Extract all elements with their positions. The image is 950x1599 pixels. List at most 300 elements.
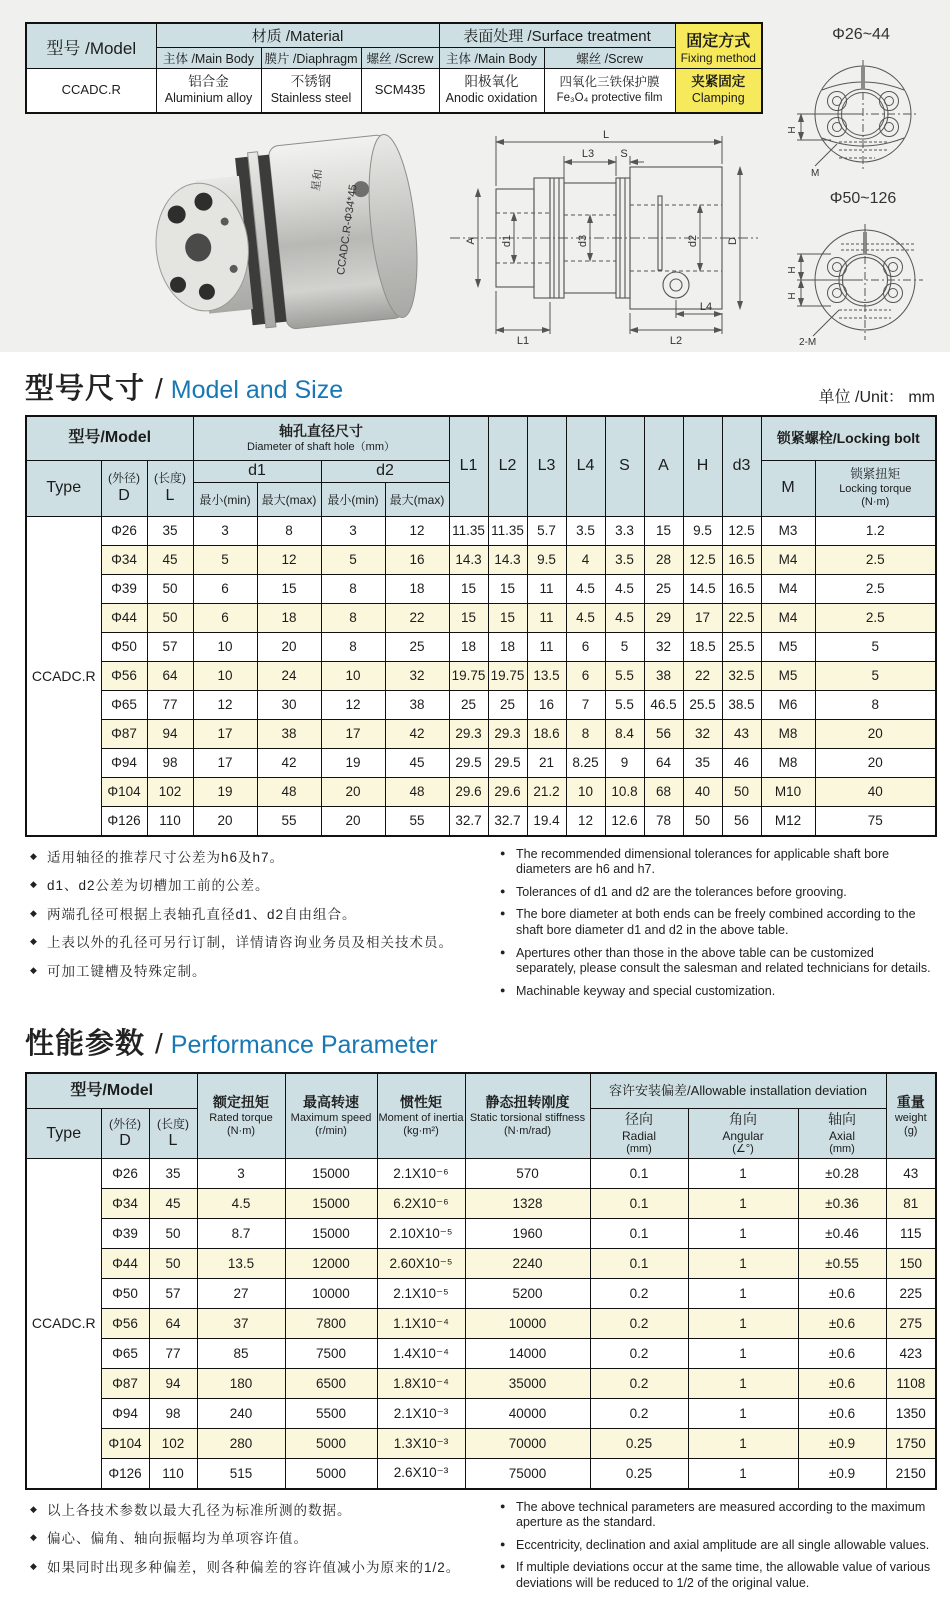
table-cell: 423 — [886, 1339, 936, 1369]
bolt-label-2M: 2-M — [799, 337, 817, 348]
table-cell: 1350 — [886, 1399, 936, 1429]
table-cell: ±0.9 — [798, 1429, 886, 1459]
table-cell: 110 — [149, 1459, 197, 1489]
table-cell: 5 — [605, 632, 644, 661]
front-view-small — [775, 24, 945, 184]
perf-title-en: Performance Parameter — [170, 1030, 438, 1059]
table-cell: 5 — [193, 545, 257, 574]
table-cell: 35 — [149, 1159, 197, 1189]
fixing-header-en: Fixing method — [680, 50, 756, 65]
table-cell: 2.6X10⁻³ — [377, 1459, 465, 1489]
table-cell: 55 — [385, 806, 449, 836]
table-cell: 110 — [147, 806, 193, 836]
table-row — [26, 574, 936, 603]
col-torsional-stiffness: 静态扭转刚度 Static torsional stiffness (N·m/rad) — [465, 1073, 590, 1159]
table-cell: ±0.55 — [798, 1249, 886, 1279]
table-cell: ±0.36 — [798, 1189, 886, 1219]
table-cell: Φ126 — [101, 1459, 149, 1489]
main-body-en: Aluminium alloy — [164, 90, 253, 105]
table-cell: 3 — [321, 516, 385, 545]
shaft-hole-en: Diameter of shaft hole（mm） — [247, 441, 395, 454]
table-cell: 32.7 — [449, 806, 488, 836]
table-cell: 38 — [385, 690, 449, 719]
table-cell: 50 — [149, 1249, 197, 1279]
spec-material-header: 材质 /Material — [156, 23, 439, 48]
table-cell: 6 — [566, 661, 605, 690]
table-cell: 18.6 — [527, 719, 566, 748]
table-cell: 570 — [465, 1159, 590, 1189]
table-cell: 8 — [257, 516, 321, 545]
table-cell: 5.5 — [605, 690, 644, 719]
table-cell: 180 — [197, 1369, 285, 1399]
table-cell: 6500 — [285, 1369, 377, 1399]
size-table — [25, 415, 937, 837]
table-cell: 68 — [644, 777, 683, 806]
table-cell: 19 — [193, 777, 257, 806]
table-cell: 2.5 — [815, 545, 936, 574]
table-cell: 14.3 — [449, 545, 488, 574]
table-cell: M4 — [761, 545, 815, 574]
table-cell: 1.4X10⁻⁴ — [377, 1339, 465, 1369]
table-cell: 10.8 — [605, 777, 644, 806]
table-cell: Φ34 — [101, 1189, 149, 1219]
table-cell: 56 — [722, 806, 761, 836]
table-cell: 7500 — [285, 1339, 377, 1369]
table-row — [26, 603, 936, 632]
dim-label-H-upper: H — [787, 266, 798, 274]
table-cell: 150 — [886, 1249, 936, 1279]
table-cell: 22 — [385, 603, 449, 632]
size-title-zh: 型号尺寸 — [25, 373, 146, 405]
note-item: ◆ 以上各技术参数以最大孔径为标准所测的数据。 — [30, 1500, 475, 1522]
table-cell: 75000 — [465, 1459, 590, 1489]
table-cell: 12 — [321, 690, 385, 719]
spec-screw-value: SCM435 — [361, 69, 439, 113]
table-cell: 50 — [147, 603, 193, 632]
table-cell: Φ56 — [101, 661, 147, 690]
col-L3: L3 — [527, 416, 566, 516]
table-cell: 2240 — [465, 1249, 590, 1279]
table-cell: 57 — [147, 632, 193, 661]
table-cell: ±0.6 — [798, 1309, 886, 1339]
table-cell: 22 — [683, 661, 722, 690]
table-cell: 3 — [197, 1159, 285, 1189]
note-item: ● Machinable keyway and special customization. — [499, 984, 935, 1000]
dim-label-L: L — [602, 129, 610, 141]
spec-main-body-value — [156, 69, 261, 113]
table-cell: 75 — [815, 806, 936, 836]
table-cell: 29.6 — [449, 777, 488, 806]
table-cell: 21 — [527, 748, 566, 777]
table-cell: 6.2X10⁻⁶ — [377, 1189, 465, 1219]
table-cell: 29.3 — [488, 719, 527, 748]
table-cell: 102 — [149, 1429, 197, 1459]
fixing-value-zh: 夹紧固定 — [691, 74, 746, 89]
table-cell: 8.4 — [605, 719, 644, 748]
table-cell: 40000 — [465, 1399, 590, 1429]
col-M: M — [761, 460, 815, 516]
table-cell: 77 — [147, 690, 193, 719]
model-type-cell: CCADC.R — [26, 516, 101, 836]
table-cell: 25 — [385, 632, 449, 661]
table-cell: 10 — [566, 777, 605, 806]
table-cell: 19.75 — [449, 661, 488, 690]
table-cell: 20 — [321, 806, 385, 836]
spec-surface-main-value — [439, 69, 544, 113]
table-cell: ±0.6 — [798, 1339, 886, 1369]
spec-fixing-header — [675, 23, 762, 69]
table-cell: Φ44 — [101, 1249, 149, 1279]
table-cell: 43 — [886, 1159, 936, 1189]
table-cell: M12 — [761, 806, 815, 836]
table-cell: Φ50 — [101, 632, 147, 661]
table-cell: 40 — [815, 777, 936, 806]
table-cell: 64 — [644, 748, 683, 777]
size-notes-en — [499, 847, 935, 1007]
table-cell: 0.2 — [590, 1339, 688, 1369]
table-cell: 102 — [147, 777, 193, 806]
table-cell: 94 — [147, 719, 193, 748]
table-cell: 11 — [527, 632, 566, 661]
col-radial: 径向 Radial (mm) — [590, 1109, 688, 1159]
diaphragm-zh: 不锈钢 — [290, 74, 332, 89]
table-cell: 81 — [886, 1189, 936, 1219]
table-cell: 21.2 — [527, 777, 566, 806]
main-body-zh: 铝合金 — [188, 74, 229, 89]
perf-model-header: 型号/Model — [26, 1073, 197, 1109]
table-cell: 9 — [605, 748, 644, 777]
note-item: ● Eccentricity, declination and axial amplitude are all single allowable values. — [499, 1538, 935, 1554]
table-cell: 16 — [527, 690, 566, 719]
col-L2: L2 — [488, 416, 527, 516]
note-item: ● Tolerances of d1 and d2 are the tolerances before grooving. — [499, 885, 935, 901]
col-moment-inertia: 惯性矩 Moment of inertia (kg·m²) — [377, 1073, 465, 1159]
size-title-en: Model and Size — [170, 376, 344, 404]
dim-label-L4: L4 — [699, 301, 713, 313]
table-cell: Φ94 — [101, 748, 147, 777]
table-cell: 13.5 — [527, 661, 566, 690]
table-cell: 45 — [149, 1189, 197, 1219]
table-cell: 85 — [197, 1339, 285, 1369]
table-cell: 25 — [449, 690, 488, 719]
table-cell: 20 — [321, 777, 385, 806]
table-cell: 1 — [688, 1339, 798, 1369]
performance-table-body — [26, 1159, 936, 1489]
size-section-title — [0, 366, 950, 407]
table-cell: 38.5 — [722, 690, 761, 719]
table-cell: 14000 — [465, 1339, 590, 1369]
table-cell: 20 — [257, 632, 321, 661]
table-row — [26, 1339, 936, 1369]
spec-sub-surface-screw: 螺丝 /Screw — [544, 48, 675, 69]
table-cell: Φ104 — [101, 777, 147, 806]
table-row — [26, 1279, 936, 1309]
table-cell: 15000 — [285, 1159, 377, 1189]
table-cell: 7 — [566, 690, 605, 719]
dim-label-d1: d1 — [501, 234, 513, 248]
table-cell: 1 — [688, 1459, 798, 1489]
table-row — [26, 748, 936, 777]
table-cell: 27 — [197, 1279, 285, 1309]
table-cell: 8.7 — [197, 1219, 285, 1249]
dim-label-d3: d3 — [577, 234, 589, 248]
table-cell: 94 — [149, 1369, 197, 1399]
table-cell: 515 — [197, 1459, 285, 1489]
table-cell: ±0.9 — [798, 1459, 886, 1489]
table-row — [26, 1369, 936, 1399]
table-cell: 9.5 — [683, 516, 722, 545]
table-cell: 8 — [815, 690, 936, 719]
table-cell: 1.1X10⁻⁴ — [377, 1309, 465, 1339]
dim-label-S: S — [620, 148, 628, 160]
table-cell: 46 — [722, 748, 761, 777]
deviation-header: 容许安装偏差/Allowable installation deviation — [590, 1073, 886, 1109]
title-slash-2: / — [155, 1027, 163, 1059]
table-cell: Φ50 — [101, 1279, 149, 1309]
col-L4: L4 — [566, 416, 605, 516]
note-item: ◆ 可加工键槽及特殊定制。 — [30, 961, 475, 983]
table-cell: 0.1 — [590, 1219, 688, 1249]
table-cell: 18 — [385, 574, 449, 603]
col-outer-diameter-2: (外径) D — [101, 1109, 149, 1159]
table-cell: 14.5 — [683, 574, 722, 603]
table-cell: 32 — [385, 661, 449, 690]
table-cell: 8 — [321, 574, 385, 603]
table-cell: 5.5 — [605, 661, 644, 690]
table-cell: 1 — [688, 1369, 798, 1399]
table-row — [26, 690, 936, 719]
title-slash: / — [155, 373, 163, 404]
table-cell: M10 — [761, 777, 815, 806]
table-cell: 0.2 — [590, 1279, 688, 1309]
dim-label-A: A — [465, 237, 477, 245]
note-item: ◆ 适用轴径的推荐尺寸公差为h6及h7。 — [30, 847, 475, 869]
table-cell: 2.60X10⁻⁵ — [377, 1249, 465, 1279]
col-d1: d1 — [193, 460, 321, 482]
table-cell: 14.3 — [488, 545, 527, 574]
spec-surface-header: 表面处理 /Surface treatment — [439, 23, 675, 48]
table-cell: 64 — [149, 1309, 197, 1339]
table-cell: 15 — [488, 574, 527, 603]
size-notes-zh — [30, 847, 475, 1007]
table-cell: 16.5 — [722, 545, 761, 574]
table-row — [26, 806, 936, 836]
table-cell: Φ39 — [101, 1219, 149, 1249]
dim-label-H-small: H — [787, 126, 798, 134]
surface-main-en: Anodic oxidation — [445, 90, 538, 105]
table-cell: 0.1 — [590, 1189, 688, 1219]
table-cell: 4.5 — [605, 603, 644, 632]
table-cell: 11 — [527, 603, 566, 632]
table-cell: 19.4 — [527, 806, 566, 836]
table-cell: 7800 — [285, 1309, 377, 1339]
table-cell: 50 — [149, 1219, 197, 1249]
table-cell: 38 — [644, 661, 683, 690]
col-length-2: (长度) L — [149, 1109, 197, 1159]
table-cell: 2.1X10⁻³ — [377, 1399, 465, 1429]
col-locking-torque: 锁紧扭矩 Locking torque (N·m) — [815, 460, 936, 516]
product-photo — [128, 130, 460, 348]
table-cell: 0.2 — [590, 1369, 688, 1399]
table-cell: 35 — [147, 516, 193, 545]
table-cell: 12.5 — [683, 545, 722, 574]
table-cell: 50 — [722, 777, 761, 806]
size-notes — [0, 837, 950, 1007]
table-cell: 12 — [193, 690, 257, 719]
table-cell: 22.5 — [722, 603, 761, 632]
table-cell: 5 — [815, 632, 936, 661]
table-cell: 1 — [688, 1429, 798, 1459]
col-L1: L1 — [449, 416, 488, 516]
table-cell: 275 — [886, 1309, 936, 1339]
col-S: S — [605, 416, 644, 516]
table-cell: M3 — [761, 516, 815, 545]
table-row — [26, 777, 936, 806]
table-cell: 1 — [688, 1279, 798, 1309]
note-item: ● The above technical parameters are measured according to the maximum aperture as the standard. — [499, 1500, 935, 1531]
table-cell: 50 — [683, 806, 722, 836]
table-cell: ±0.6 — [798, 1279, 886, 1309]
table-cell: 45 — [147, 545, 193, 574]
table-cell: 50 — [147, 574, 193, 603]
table-cell: Φ87 — [101, 719, 147, 748]
table-cell: 5500 — [285, 1399, 377, 1429]
table-cell: 15 — [644, 516, 683, 545]
table-cell: 1750 — [886, 1429, 936, 1459]
table-cell: 18 — [257, 603, 321, 632]
table-cell: 98 — [147, 748, 193, 777]
table-cell: M5 — [761, 661, 815, 690]
table-row — [26, 1249, 936, 1279]
table-cell: 1.3X10⁻³ — [377, 1429, 465, 1459]
table-cell: 13.5 — [197, 1249, 285, 1279]
table-cell: Φ34 — [101, 545, 147, 574]
table-cell: 48 — [385, 777, 449, 806]
table-cell: 40 — [683, 777, 722, 806]
table-cell: 1328 — [465, 1189, 590, 1219]
note-item: ◆ 如果同时出现多种偏差，则各种偏差的容许值减小为原来的1/2。 — [30, 1557, 475, 1579]
table-cell: 12 — [385, 516, 449, 545]
table-cell: 29.3 — [449, 719, 488, 748]
table-cell: 12000 — [285, 1249, 377, 1279]
table-cell: 5 — [815, 661, 936, 690]
table-cell: Φ65 — [101, 1339, 149, 1369]
table-cell: 98 — [149, 1399, 197, 1429]
model-type-cell: CCADC.R — [26, 1159, 101, 1489]
table-cell: 30 — [257, 690, 321, 719]
table-cell: 16 — [385, 545, 449, 574]
table-cell: 42 — [385, 719, 449, 748]
size-table-body — [26, 516, 936, 836]
table-cell: 35000 — [465, 1369, 590, 1399]
table-cell: 32.7 — [488, 806, 527, 836]
table-row — [26, 1459, 936, 1489]
table-cell: 19.75 — [488, 661, 527, 690]
surface-screw-en: Fe₃O₄ protective film — [556, 91, 663, 104]
table-cell: 2150 — [886, 1459, 936, 1489]
product-overview-section — [0, 0, 950, 352]
table-cell: 280 — [197, 1429, 285, 1459]
table-cell: 1 — [688, 1399, 798, 1429]
table-cell: 6 — [566, 632, 605, 661]
table-cell: 25.5 — [722, 632, 761, 661]
fixing-header-zh: 固定方式 — [686, 32, 751, 50]
table-cell: 0.1 — [590, 1249, 688, 1279]
table-cell: 32 — [644, 632, 683, 661]
table-cell: 18 — [488, 632, 527, 661]
table-cell: 56 — [644, 719, 683, 748]
table-cell: 25 — [488, 690, 527, 719]
table-cell: 20 — [815, 719, 936, 748]
table-cell: 17 — [321, 719, 385, 748]
table-cell: Φ56 — [101, 1309, 149, 1339]
col-outer-diameter: (外径) D — [101, 460, 147, 516]
table-cell: 1 — [688, 1189, 798, 1219]
table-cell: 77 — [149, 1339, 197, 1369]
table-cell: 4 — [566, 545, 605, 574]
dim-label-L1: L1 — [516, 335, 530, 347]
note-item: ◆ 偏心、偏角、轴向振幅均为单项容许值。 — [30, 1528, 475, 1550]
table-cell: Φ26 — [101, 516, 147, 545]
table-cell: 64 — [147, 661, 193, 690]
note-item: ● The bore diameter at both ends can be freely combined according to the shaft bore diameter d1 and d2 in the above table. — [499, 907, 935, 938]
table-cell: 5 — [321, 545, 385, 574]
table-row — [26, 1159, 936, 1189]
table-cell: ±0.6 — [798, 1369, 886, 1399]
table-cell: 17 — [193, 748, 257, 777]
table-cell: 43 — [722, 719, 761, 748]
surface-screw-zh: 四氧化三铁保护膜 — [559, 75, 660, 90]
spec-sub-surface-main: 主体 /Main Body — [439, 48, 544, 69]
table-row — [26, 1309, 936, 1339]
table-cell: 15 — [257, 574, 321, 603]
table-cell: 29 — [644, 603, 683, 632]
table-cell: 5000 — [285, 1459, 377, 1489]
col-max-speed: 最高转速 Maximum speed (r/min) — [285, 1073, 377, 1159]
table-cell: 10 — [193, 632, 257, 661]
col-d2-max: 最大(max) — [385, 482, 449, 516]
locking-bolt-header: 锁紧螺栓/Locking bolt — [761, 416, 936, 460]
table-cell: 0.25 — [590, 1459, 688, 1489]
table-cell: 4.5 — [566, 603, 605, 632]
table-cell: Φ26 — [101, 1159, 149, 1189]
table-cell: 29.5 — [488, 748, 527, 777]
table-cell: 1108 — [886, 1369, 936, 1399]
table-cell: 8.25 — [566, 748, 605, 777]
note-item: ◆ d1、d2公差为切槽加工前的公差。 — [30, 875, 475, 897]
table-cell: Φ39 — [101, 574, 147, 603]
table-cell: 15000 — [285, 1189, 377, 1219]
dim-label-H-lower: H — [787, 292, 798, 300]
table-cell: 5000 — [285, 1429, 377, 1459]
table-row — [26, 1429, 936, 1459]
table-cell: 1 — [688, 1219, 798, 1249]
table-cell: 10 — [321, 661, 385, 690]
table-cell: 12.5 — [722, 516, 761, 545]
table-cell: M4 — [761, 603, 815, 632]
perf-notes-en — [499, 1500, 935, 1599]
shaft-hole-header — [193, 416, 449, 460]
table-cell: M8 — [761, 748, 815, 777]
photo-brand-text: 星和 — [310, 168, 326, 192]
front-view-large — [775, 188, 945, 350]
table-cell: 115 — [886, 1219, 936, 1249]
table-row — [26, 719, 936, 748]
col-type-2: Type — [26, 1109, 101, 1159]
table-cell: 1.8X10⁻⁴ — [377, 1369, 465, 1399]
bolt-label-M: M — [811, 168, 820, 179]
table-cell: 1 — [688, 1309, 798, 1339]
